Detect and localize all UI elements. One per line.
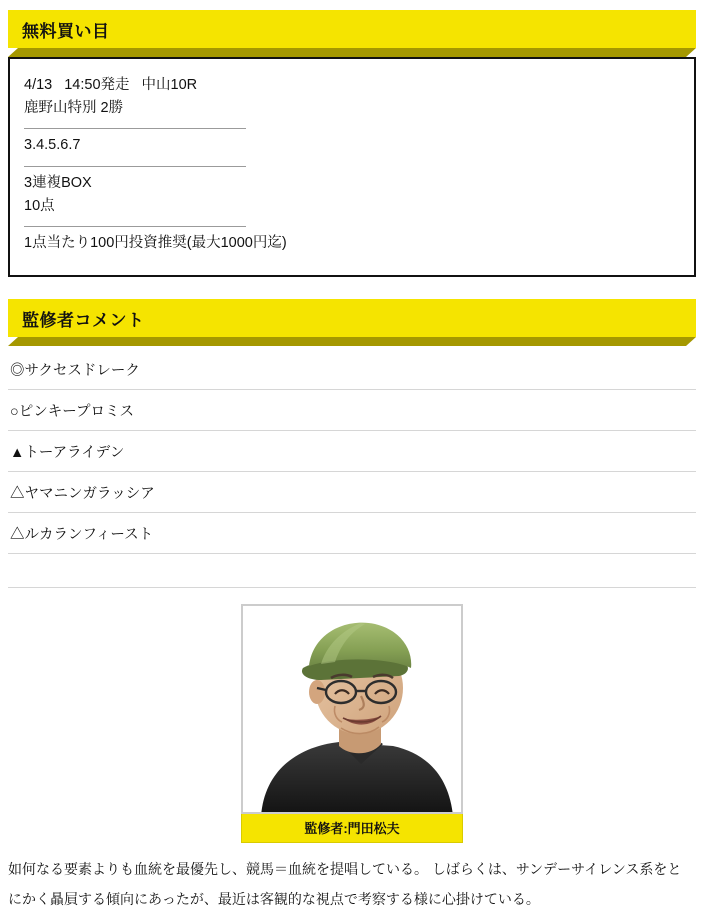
supervisor-portrait-image bbox=[241, 604, 463, 814]
investment-note: 1点当たり100円投資推奨(最大1000円迄) bbox=[24, 234, 287, 251]
free-pick-title: 無料買い目 bbox=[22, 21, 110, 41]
race-info-line-1 bbox=[24, 74, 680, 97]
list-item: ▲トーアライデン bbox=[8, 431, 696, 472]
race-date: 4/13 bbox=[24, 77, 53, 93]
supervisor-section-header bbox=[8, 299, 696, 337]
list-item: △ルカランフィースト bbox=[8, 513, 696, 554]
numbers-row bbox=[24, 129, 680, 165]
pick-numbers: 3.4.5.6.7 bbox=[24, 137, 81, 154]
free-pick-header-bar bbox=[8, 10, 696, 48]
header-fold-shadow bbox=[8, 48, 696, 57]
supervisor-title: 監修者コメント bbox=[22, 310, 145, 330]
free-pick-box bbox=[8, 57, 696, 277]
page-root bbox=[0, 10, 704, 913]
list-item: ○ピンキープロミス bbox=[8, 390, 696, 431]
list-item: ◎サクセスドレーク bbox=[8, 349, 696, 390]
bio-line-1: 如何なる要素よりも血統を最優先し、競馬＝血統を提唱している。 しばらくは、サンデーサイレンス系をと bbox=[8, 861, 682, 878]
horse-comment-list bbox=[8, 349, 696, 588]
list-item: △ヤマニンガラッシア bbox=[8, 472, 696, 513]
investment-note-row bbox=[24, 227, 680, 263]
header-fold-shadow-2 bbox=[8, 337, 696, 346]
bet-type: 3連複BOX bbox=[24, 174, 92, 191]
race-info-line-2: 鹿野山特別 2勝 bbox=[24, 100, 124, 117]
bio-line-2: にかく贔屓する傾向にあったが、最近は客観的な視点で考察する様に心掛けている。 bbox=[8, 891, 540, 908]
supervisor-photo-caption: 監修者:門田松夫 bbox=[241, 814, 463, 843]
race-course: 中山10R bbox=[141, 77, 198, 93]
supervisor-header-bar bbox=[8, 299, 696, 337]
free-pick-section-header bbox=[8, 10, 696, 48]
bet-points: 10点 bbox=[24, 197, 55, 214]
race-info-row bbox=[24, 69, 680, 128]
supervisor-photo-block bbox=[241, 604, 463, 843]
list-spacer bbox=[8, 554, 696, 588]
bet-type-row bbox=[24, 167, 680, 226]
supervisor-bio bbox=[8, 855, 696, 913]
race-time: 14:50発走 bbox=[64, 77, 130, 93]
